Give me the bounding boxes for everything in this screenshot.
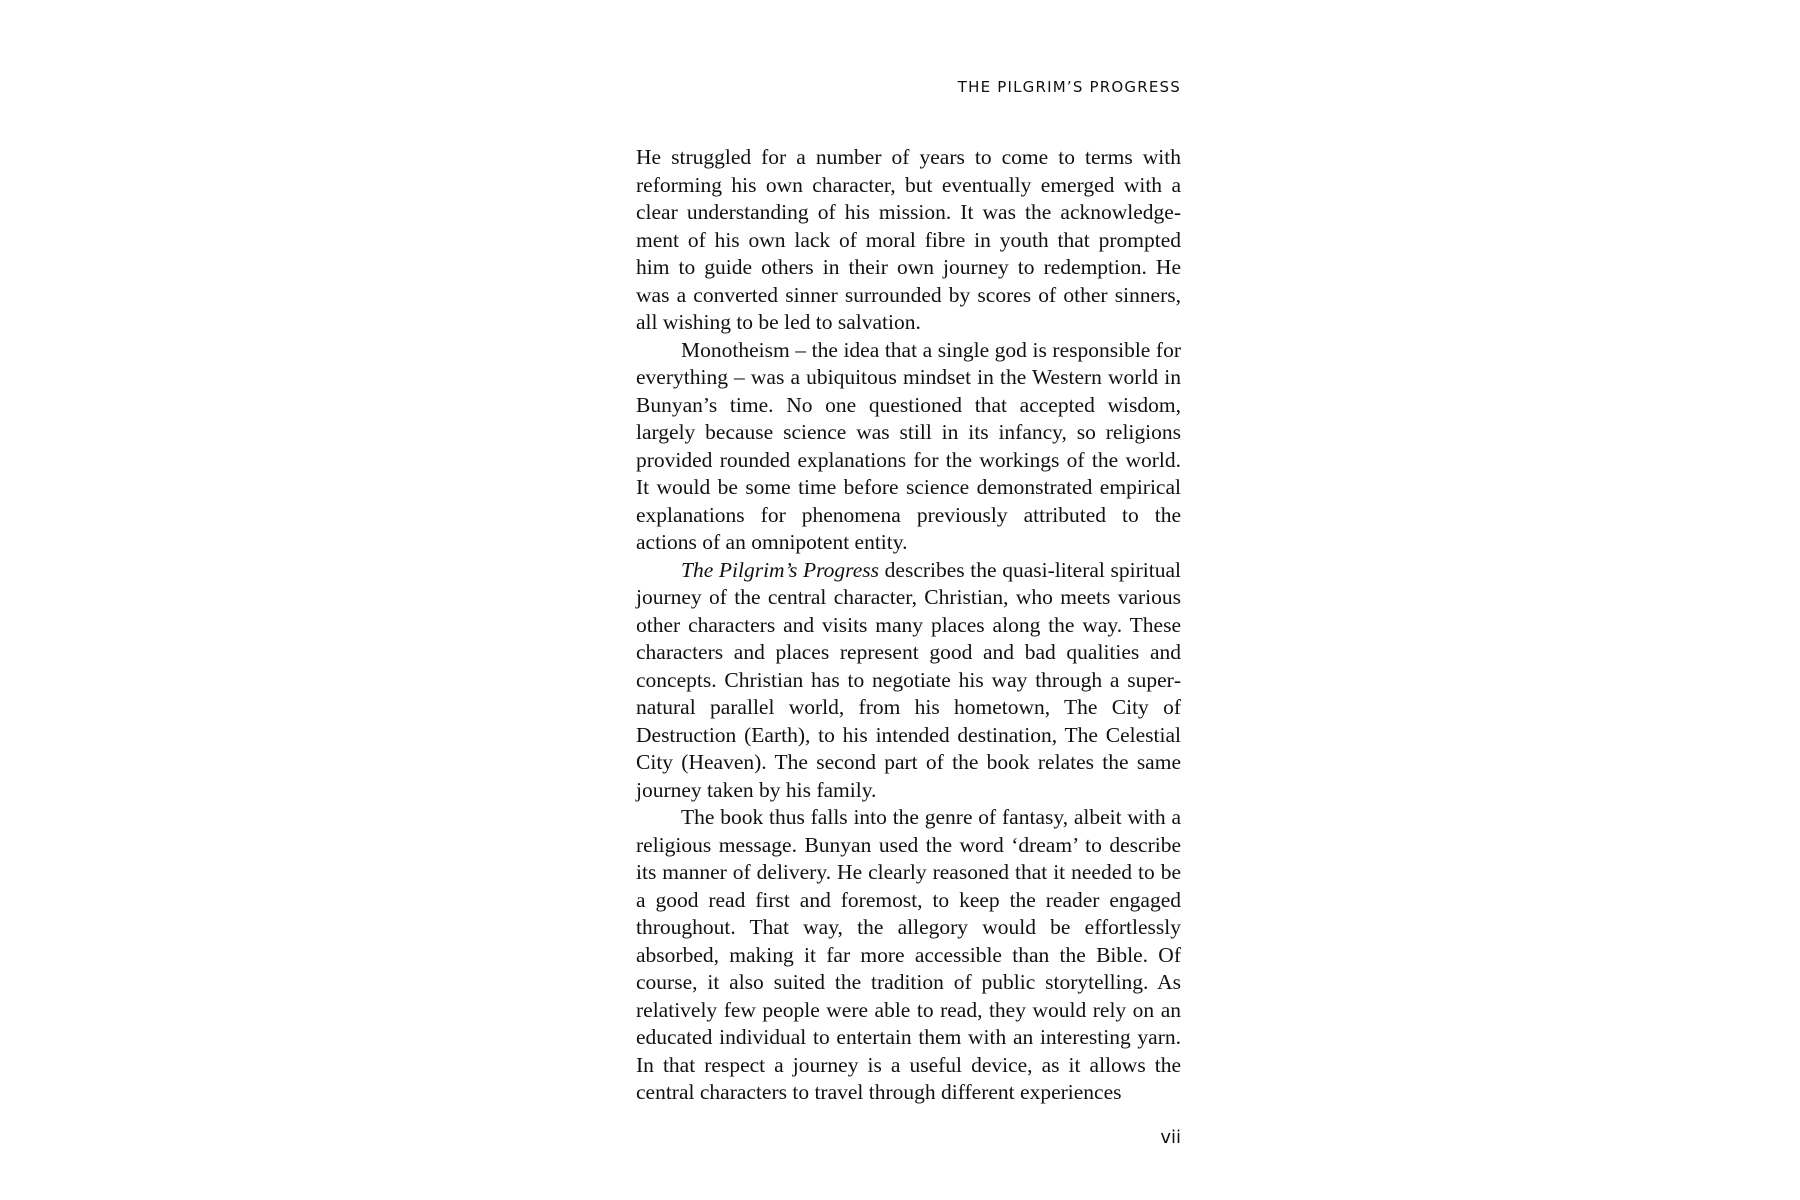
paragraph-2: Monotheism – the idea that a single god is responsible for everything – was a ubiquitous mindset in the Western world in Bunyan’s time. No one questioned that accepted wisdom, largely because science was still in its infancy, so religions provided rounded explanations for the workings of the world. It would be some time before science demonstrated empirical explanations for phenomena previously attributed to the actions of an omnipotent entity. (636, 337, 1181, 554)
book-page (636, 0, 1181, 1200)
page-number: vii (1160, 1127, 1181, 1148)
paragraph-4: The book thus falls into the genre of fantasy, albeit with a religious message. Bunyan used the word ‘dream’ to describe its manner of delivery. He clearly reasoned that it needed to be a good read first and foremost, to keep the reader engaged throughout. That way, the allegory would be effortlessly absorbed, making it far more accessible than the Bible. Of course, it also suited the tradition of public storytelling. As relatively few people were able to read, they would rely on an educated individual to entertain them with an interesting yarn. In that respect a journey is a useful device, as it allows the central characters to travel through different experiences (636, 805, 1181, 1104)
body-text (636, 144, 1181, 1107)
book-title-italic: The Pilgrim’s Progress (681, 557, 880, 582)
paragraph-3 (636, 557, 1181, 805)
running-head: THE PILGRIM’S PROGRESS (957, 78, 1181, 96)
paragraph-1: He struggled for a number of years to come to terms with reforming his own character, but eventually emerged with a clear understanding of his mission. It was the acknowledgement of his own lack of moral fibre in youth that prompted him to guide others in their own journey to redemption. He was a converted sinner surrounded by scores of other sinners, all wishing to be led to salvation. (636, 145, 1181, 334)
paragraph-3-text: describes the quasi-literal spiritual journey of the central character, Christian, who meets various other characters and visits many places along the way. These characters and places represent good and bad qualities and concepts. Christian has to negotiate his way through a supernatural parallel world, from his hometown, The City of Destruction (Earth), to his intended destination, The Celestial City (Heaven). The second part of the book relates the same journey taken by his family. (636, 557, 1181, 802)
